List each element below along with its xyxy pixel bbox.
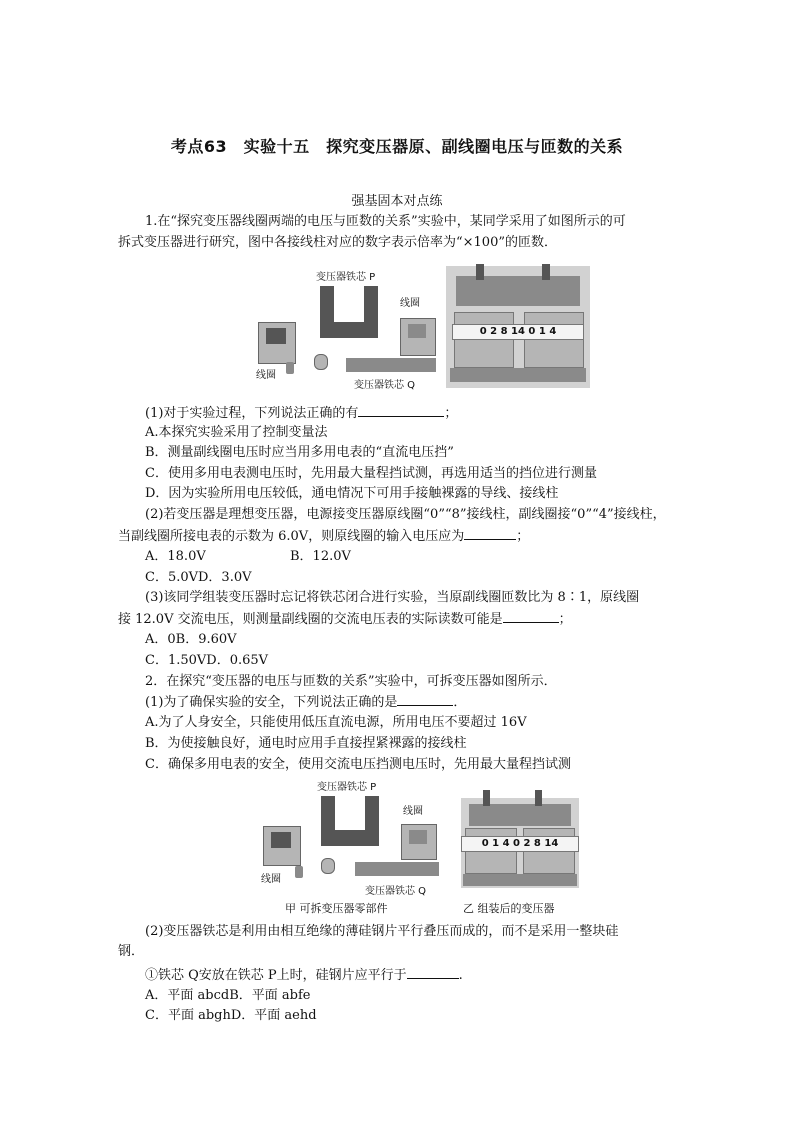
q1-label-coil-left: 线圈 (256, 370, 276, 381)
q1-p2-option-a: A．18.0V (145, 549, 206, 564)
page-title: 考点63 实验十五 探究变压器原、副线圈电压与匝数的关系 (170, 137, 624, 156)
q2-p2-stem-line2: 钢． (118, 944, 145, 959)
q1-label-core-q: 变压器铁芯 Q (354, 380, 416, 391)
q2-p2-option-ab: A．平面 abcdB．平面 abfe (145, 988, 311, 1003)
q1-p1-option-d: D．因为实验所用电压较低，通电情况下可用手接触裸露的导线、接线柱 (145, 486, 559, 501)
q1-p1-option-c: C．使用多用电表测电压时，先用最大量程挡试测，再选用适当的挡位进行测量 (145, 466, 597, 481)
q1-p2-option-cd: C．5.0VD．3.0V (145, 570, 252, 585)
q2-figure (255, 776, 585, 918)
q1-p1-option-a: A.本探究实验采用了控制变量法 (145, 425, 328, 440)
q1-figure (250, 262, 590, 390)
q2-p2-stem-line1: (2)变压器铁芯是利用由相互绝缘的薄硅钢片平行叠压而成的，而不是采用一整块硅 (145, 924, 619, 939)
q2-terminal-numbers: 0 1 4 0 2 8 14 (461, 836, 579, 852)
q1-label-core-p: 变压器铁芯 P (316, 272, 376, 283)
q1-label-coil-right: 线圈 (400, 298, 420, 309)
q1-p3-option-ab: A．0B．9.60V (145, 632, 237, 647)
q2-core-q-shape (355, 862, 439, 876)
q1-p1-option-b: B．测量副线圈电压时应当用多用电表的“直流电压挡” (145, 445, 454, 460)
answer-blank[interactable] (503, 610, 559, 623)
q1-p2-stem-line1: (2)若变压器是理想变压器，电源接变压器原线圈“0”“8”接线柱，副线圈接“0”“4”接线柱， (145, 507, 666, 522)
q1-p3-stem-line1: (3)该同学组装变压器时忘记将铁芯闭合进行实验，当原副线圈匝数比为 8∶1，原线圈 (145, 590, 640, 605)
q1-stem-line2: 拆式变压器进行研究，图中各接线柱对应的数字表示倍率为“×100”的匝数． (118, 235, 557, 250)
q2-p1-stem: (1)为了确保实验的安全，下列说法正确的是 ． (145, 695, 467, 710)
q1-p2-stem-line2: 当副线圈所接电表的示数为 6.0V，则原线圈的输入电压应为 ； (118, 529, 530, 544)
q2-p1-option-a: A.为了人身安全，只能使用低压直流电源，所用电压不要超过 16V (145, 715, 527, 730)
q2-caption-a: 甲 可拆变压器零部件 (285, 902, 388, 915)
section-heading: 强基固本对点练 (351, 194, 443, 209)
q2-label-coil-right: 线圈 (403, 806, 423, 817)
q2-p2-option-cd: C．平面 abghD．平面 aehd (145, 1008, 317, 1023)
core-q-shape (346, 358, 436, 372)
q2-p1-option-c: C．确保多用电表的安全，使用交流电压挡测电压时，先用最大量程挡试测 (145, 757, 571, 772)
q2-p2-sub1: ①铁芯 Q安放在铁芯 P上时，硅钢片应平行于 . (145, 968, 463, 983)
q2-stem: 2．在探究“变压器的电压与匝数的关系”实验中，可拆变压器如图所示． (145, 674, 557, 689)
q2-caption-b: 乙 组装后的变压器 (463, 902, 555, 915)
q2-label-core-q: 变压器铁芯 Q (365, 886, 427, 897)
q2-label-core-p: 变压器铁芯 P (317, 782, 377, 793)
q1-p2-option-b: B．12.0V (290, 549, 351, 564)
answer-blank[interactable] (358, 404, 444, 417)
q1-p3-stem-line2: 接 12.0V 交流电压，则测量副线圈的交流电压表的实际读数可能是 ； (118, 612, 572, 627)
answer-blank[interactable] (407, 966, 459, 979)
q1-p3-option-cd: C．1.50VD．0.65V (145, 653, 269, 668)
q1-p1-stem: (1)对于实验过程，下列说法正确的有 ； (145, 406, 458, 421)
q2-p1-option-b: B．为使接触良好，通电时应用手直接捏紧裸露的接线柱 (145, 736, 467, 751)
q1-terminal-numbers: 0 2 8 14 0 1 4 (452, 324, 584, 340)
answer-blank[interactable] (397, 693, 453, 706)
answer-blank[interactable] (464, 527, 516, 540)
q2-label-coil-left: 线圈 (261, 874, 281, 885)
q1-stem-line1: 1.在“探究变压器线圈两端的电压与匝数的关系”实验中，某同学采用了如图所示的可 (145, 214, 626, 229)
